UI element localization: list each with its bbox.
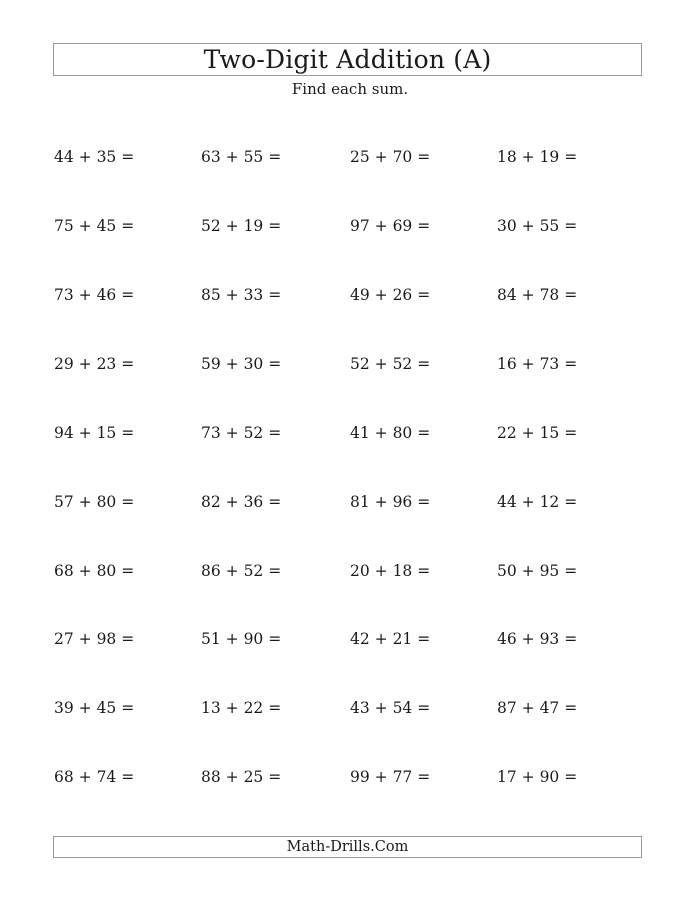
- problem: 73 + 46 =: [54, 286, 135, 304]
- problem: 25 + 70 =: [350, 148, 431, 166]
- problem: 44 + 35 =: [54, 148, 135, 166]
- problem: 68 + 80 =: [54, 562, 135, 580]
- problem: 20 + 18 =: [350, 562, 431, 580]
- problem: 29 + 23 =: [54, 355, 135, 373]
- problem: 50 + 95 =: [497, 562, 578, 580]
- problem: 59 + 30 =: [201, 355, 282, 373]
- problem: 63 + 55 =: [201, 148, 282, 166]
- problem: 82 + 36 =: [201, 493, 282, 511]
- instructions: Find each sum.: [291, 80, 409, 98]
- problem: 52 + 19 =: [201, 217, 282, 235]
- problem-row: [54, 630, 654, 652]
- problem: 87 + 47 =: [497, 699, 578, 717]
- problem: 41 + 80 =: [350, 424, 431, 442]
- problem: 44 + 12 =: [497, 493, 578, 511]
- problem: 17 + 90 =: [497, 768, 578, 786]
- problem: 18 + 19 =: [497, 148, 578, 166]
- problem: 97 + 69 =: [350, 217, 431, 235]
- problem: 75 + 45 =: [54, 217, 135, 235]
- problem: 84 + 78 =: [497, 286, 578, 304]
- problem: 68 + 74 =: [54, 768, 135, 786]
- problem: 22 + 15 =: [497, 424, 578, 442]
- problem: 57 + 80 =: [54, 493, 135, 511]
- problem: 43 + 54 =: [350, 699, 431, 717]
- problem: 46 + 93 =: [497, 630, 578, 648]
- problem-row: [54, 148, 654, 170]
- problem: 13 + 22 =: [201, 699, 282, 717]
- footer-text: Math-Drills.Com: [286, 839, 409, 855]
- problem-row: [54, 768, 654, 790]
- problem: 94 + 15 =: [54, 424, 135, 442]
- problem: 52 + 52 =: [350, 355, 431, 373]
- problem: 73 + 52 =: [201, 424, 282, 442]
- problem: 49 + 26 =: [350, 286, 431, 304]
- problem-row: [54, 286, 654, 308]
- problem: 39 + 45 =: [54, 699, 135, 717]
- problem: 86 + 52 =: [201, 562, 282, 580]
- title-box: [53, 43, 642, 76]
- problem: 27 + 98 =: [54, 630, 135, 648]
- problem: 16 + 73 =: [497, 355, 578, 373]
- problem-row: [54, 217, 654, 239]
- problem: 42 + 21 =: [350, 630, 431, 648]
- problem: 81 + 96 =: [350, 493, 431, 511]
- problem: 99 + 77 =: [350, 768, 431, 786]
- problem: 88 + 25 =: [201, 768, 282, 786]
- problem-row: [54, 562, 654, 584]
- problem: 51 + 90 =: [201, 630, 282, 648]
- problem-row: [54, 493, 654, 515]
- problem: 30 + 55 =: [497, 217, 578, 235]
- footer-box: [53, 836, 642, 858]
- problem-row: [54, 699, 654, 721]
- problem-row: [54, 424, 654, 446]
- problem-row: [54, 355, 654, 377]
- problem: 85 + 33 =: [201, 286, 282, 304]
- worksheet-title: Two-Digit Addition (A): [203, 45, 492, 74]
